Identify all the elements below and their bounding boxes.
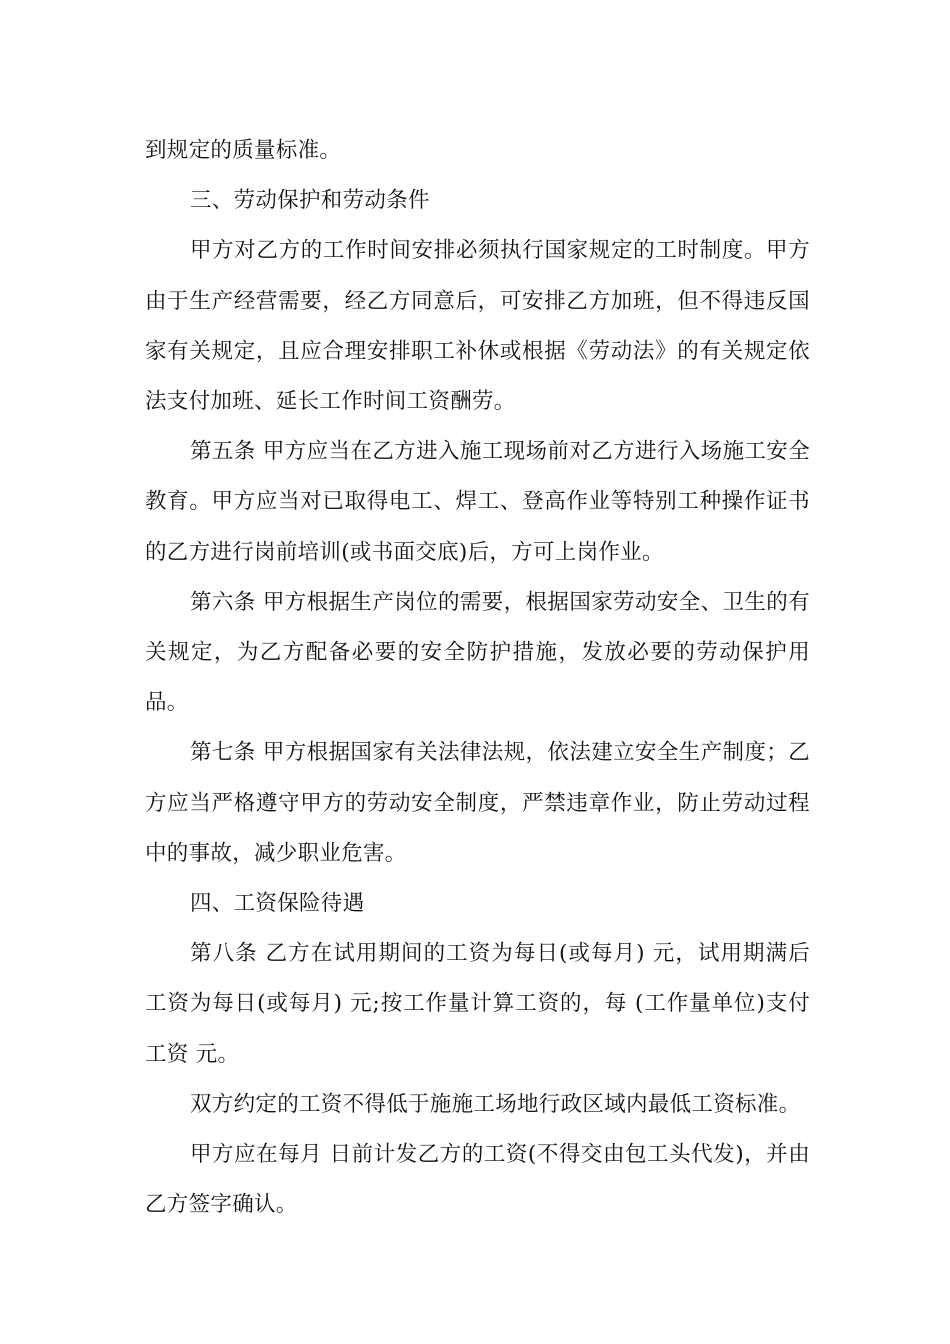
- article-8: 第八条 乙方在试用期间的工资为每日(或每月) 元，试用期满后工资为每日(或每月) 元;按工作量计算工资的，每 (工作量单位)支付工资 元。: [145, 941, 810, 1067]
- paragraph-working-hours: 甲方对乙方的工作时间安排必须执行国家规定的工时制度。甲方由于生产经营需要，经乙方同意后，可安排乙方加班，但不得违反国家有关规定，且应合理安排职工补休或根据《劳动法》的有关规定依法支付加班、延长工作时间工资酬劳。: [145, 238, 810, 415]
- paragraph-continuation: 到规定的质量标准。: [145, 138, 342, 163]
- paragraph-wage-payment: 甲方应在每月 日前计发乙方的工资(不得交由包工头代发)，并由乙方签字确认。: [145, 1142, 810, 1218]
- article-5: 第五条 甲方应当在乙方进入施工现场前对乙方进行入场施工安全教育。甲方应当对已取得电工、焊工、登高作业等特别工种操作证书的乙方进行岗前培训(或书面交底)后，方可上岗作业。: [145, 439, 810, 565]
- section-heading-wages-insurance: 四、工资保险待遇: [190, 891, 365, 917]
- document-body: [145, 126, 810, 1230]
- article-6: 第六条 甲方根据生产岗位的需要，根据国家劳动安全、卫生的有关规定，为乙方配备必要的安全防护措施，发放必要的劳动保护用品。: [145, 589, 810, 716]
- section-heading-labor-protection: 三、劳动保护和劳动条件: [190, 188, 430, 214]
- article-7: 第七条 甲方根据国家有关法律法规，依法建立安全生产制度；乙方应当严格遵守甲方的劳动安全制度，严禁违章作业，防止劳动过程中的事故，减少职业危害。: [145, 740, 810, 866]
- paragraph-minimum-wage: 双方约定的工资不得低于施施工场地行政区域内最低工资标准。: [190, 1091, 801, 1117]
